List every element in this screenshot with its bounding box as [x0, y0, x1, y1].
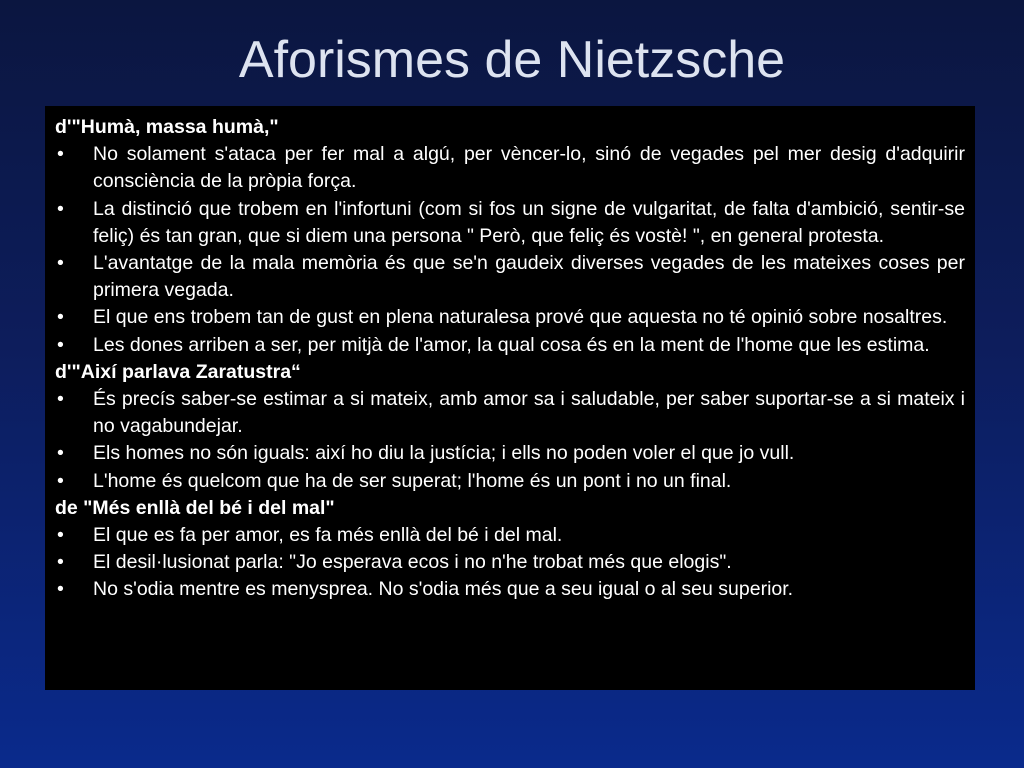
aphorism-list-huma	[55, 141, 965, 359]
aphorism-list-mes-enlla	[55, 522, 965, 604]
bullet-icon: •	[57, 306, 64, 329]
aphorism-text: El que es fa per amor, es fa més enllà del bé i del mal.	[93, 524, 563, 547]
section-heading-mes-enlla: de "Més enllà del bé i del mal"	[55, 496, 335, 519]
bullet-icon: •	[57, 578, 64, 601]
bullet-icon: •	[57, 551, 64, 574]
slide-title: Aforismes de Nietzsche	[238, 31, 786, 89]
bullet-icon: •	[57, 469, 64, 492]
aphorism-text: L'avantatge de la mala memòria és que se'n gaudeix diverses vegades de les mateixes coses per primera vegada.	[93, 252, 965, 302]
aphorism-text: No s'odia mentre es menysprea. No s'odia més que a seu igual o al seu superior.	[93, 578, 794, 601]
aphorism-item	[55, 576, 965, 603]
bullet-icon: •	[57, 524, 64, 547]
aphorism-item	[55, 522, 965, 549]
bullet-icon: •	[57, 442, 64, 465]
aphorism-item	[55, 332, 965, 359]
aphorism-list-zaratustra	[55, 386, 965, 495]
aphorism-text: El desil·lusionat parla: "Jo esperava ecos i no n'he trobat més que elogis".	[93, 551, 732, 574]
aphorism-text: No solament s'ataca per fer mal a algú, per vèncer-lo, sinó de vegades pel mer desig d'adquirir consciència de la pròpia força.	[93, 143, 965, 193]
bullet-icon: •	[57, 252, 64, 275]
aphorism-text: Les dones arriben a ser, per mitjà de l'amor, la qual cosa és en la ment de l'home que les estima.	[93, 333, 930, 356]
bullet-icon: •	[57, 333, 64, 356]
bullet-icon: •	[57, 197, 64, 220]
section-heading-zaratustra: d'"Així parlava Zaratustra“	[55, 360, 301, 383]
aphorism-item	[55, 549, 965, 576]
bullet-icon: •	[57, 143, 64, 166]
aphorism-item	[55, 386, 965, 440]
aphorism-text: L'home és quelcom que ha de ser superat; l'home és un pont i no un final.	[93, 469, 732, 492]
aphorism-text: Els homes no són iguals: així ho diu la justícia; i ells no poden voler el que jo vull.	[93, 442, 795, 465]
aphorism-text: És precís saber-se estimar a si mateix, amb amor sa i saludable, per saber suportar-se a si mateix i no vagabundejar.	[93, 388, 965, 438]
aphorism-item	[55, 196, 965, 250]
bullet-icon: •	[57, 388, 64, 411]
aphorism-text: El que ens trobem tan de gust en plena naturalesa prové que aquesta no té opinió sobre nosaltres.	[93, 306, 948, 329]
aphorism-item	[55, 468, 965, 495]
aphorism-item	[55, 141, 965, 195]
section-heading-huma: d'"Humà, massa humà,"	[55, 116, 279, 138]
aphorism-text: La distinció que trobem en l'infortuni (com si fos un signe de vulgaritat, de falta d'ambició, sentir-se feliç) és tan gran, que si diem una persona " Però, que feliç és vostè! ", en general protesta.	[93, 197, 965, 247]
aphorisms-panel	[45, 106, 975, 690]
aphorism-item	[55, 304, 965, 331]
aphorism-item	[55, 440, 965, 467]
aphorism-item	[55, 250, 965, 304]
